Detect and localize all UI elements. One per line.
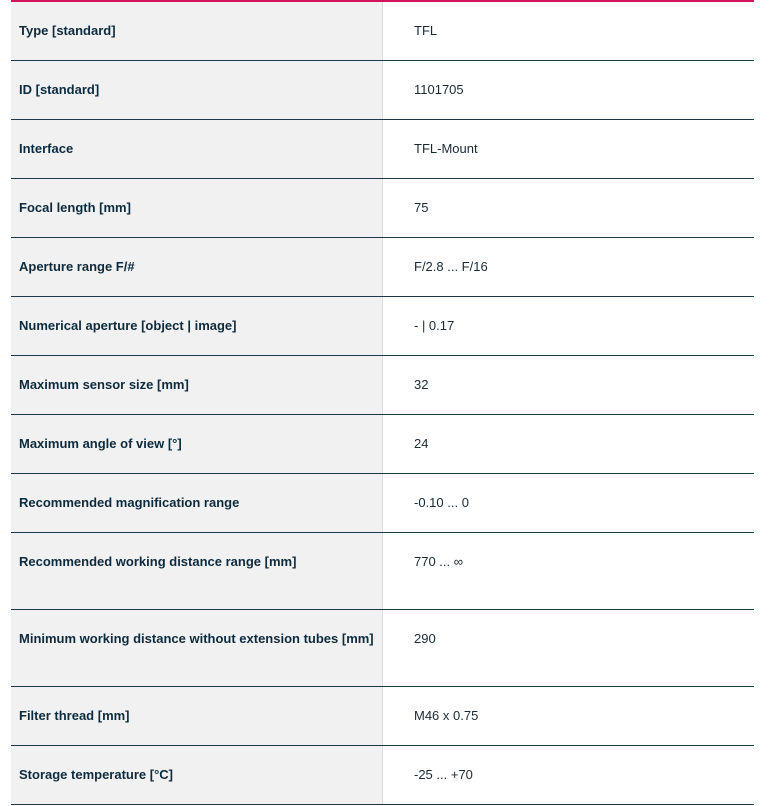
spec-label: Storage temperature [°C] [11, 746, 383, 805]
table-row [11, 474, 754, 533]
spec-value: 32 [383, 356, 755, 415]
table-row [11, 238, 754, 297]
spec-label: ID [standard] [11, 61, 383, 120]
table-row [11, 356, 754, 415]
spec-value: - | 0.17 [383, 297, 755, 356]
spec-value: 770 ... ∞ [383, 533, 755, 610]
spec-value: -25 ... +70 [383, 746, 755, 805]
spec-label: Type [standard] [11, 2, 383, 61]
spec-value: 290 [383, 610, 755, 687]
table-row [11, 746, 754, 805]
spec-label: Maximum angle of view [°] [11, 415, 383, 474]
spec-label: Interface [11, 120, 383, 179]
table-row [11, 61, 754, 120]
spec-value: -0.10 ... 0 [383, 474, 755, 533]
table-row [11, 120, 754, 179]
spec-value: 24 [383, 415, 755, 474]
spec-label: Maximum sensor size [mm] [11, 356, 383, 415]
spec-value: 1101705 [383, 61, 755, 120]
table-row [11, 533, 754, 610]
table-row [11, 415, 754, 474]
table-row [11, 610, 754, 687]
table-row [11, 2, 754, 61]
table-row [11, 297, 754, 356]
spec-label: Filter thread [mm] [11, 687, 383, 746]
spec-label: Minimum working distance without extension tubes [mm] [11, 610, 383, 687]
spec-label: Focal length [mm] [11, 179, 383, 238]
spec-value: TFL-Mount [383, 120, 755, 179]
spec-label: Recommended magnification range [11, 474, 383, 533]
spec-value: M46 x 0.75 [383, 687, 755, 746]
spec-value: 75 [383, 179, 755, 238]
spec-value: F/2.8 ... F/16 [383, 238, 755, 297]
table-row [11, 687, 754, 746]
specifications-table [11, 0, 754, 805]
table-row [11, 179, 754, 238]
spec-label: Aperture range F/# [11, 238, 383, 297]
spec-value: TFL [383, 2, 755, 61]
spec-label: Recommended working distance range [mm] [11, 533, 383, 610]
spec-label: Numerical aperture [object | image] [11, 297, 383, 356]
